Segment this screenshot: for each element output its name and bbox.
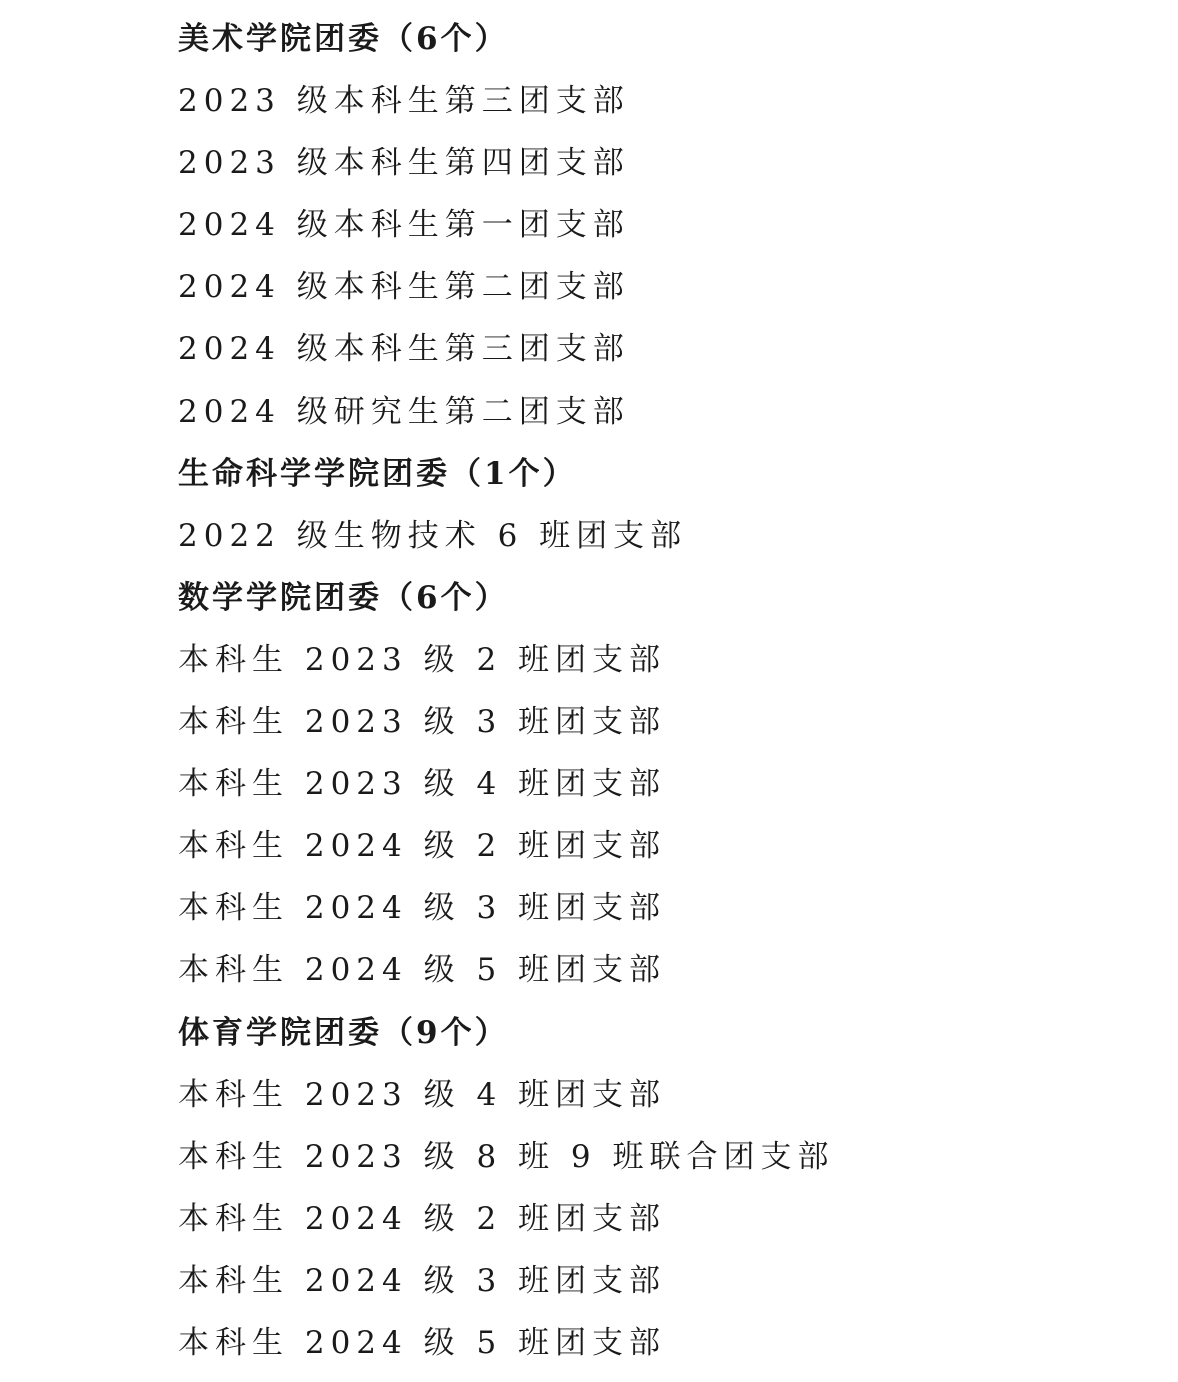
list-item: 2023 级本科生第三团支部 [178,83,630,120]
list-item: 本科生 2023 级 3 班团支部 [178,704,667,741]
list-item: 本科生 2024 级 3 班团支部 [178,890,667,927]
list-item: 本科生 2024 级 2 班团支部 [178,1200,667,1237]
list-item: 本科生 2023 级 4 班团支部 [178,1076,667,1113]
list-item: 2024 级本科生第二团支部 [178,269,630,306]
list-item: 2023 级本科生第四团支部 [178,145,630,182]
section-heading-fine-arts: 美术学院团委（6个） [178,21,509,57]
section-heading-physical-education: 体育学院团委（9个） [178,1014,509,1051]
list-item: 本科生 2024 级 2 班团支部 [178,828,667,865]
list-item: 本科生 2024 级 5 班团支部 [178,952,667,989]
list-item: 本科生 2023 级 4 班团支部 [178,766,667,803]
list-item: 本科生 2024 级 3 班团支部 [178,1262,667,1299]
document-body [178,16,1138,1382]
list-item: 本科生 2024 级 5 班团支部 [178,1324,667,1361]
list-item: 2024 级本科生第一团支部 [178,207,630,244]
list-item: 本科生 2023 级 2 班团支部 [178,641,667,678]
list-item: 2024 级研究生第二团支部 [178,393,630,430]
section-heading-mathematics: 数学学院团委（6个） [178,579,509,616]
section-heading-life-sciences: 生命科学学院团委（1个） [178,455,577,492]
list-item: 本科生 2023 级 8 班 9 班联合团支部 [178,1138,835,1175]
list-item: 2022 级生物技术 6 班团支部 [178,517,688,554]
list-item: 2024 级本科生第三团支部 [178,331,630,368]
